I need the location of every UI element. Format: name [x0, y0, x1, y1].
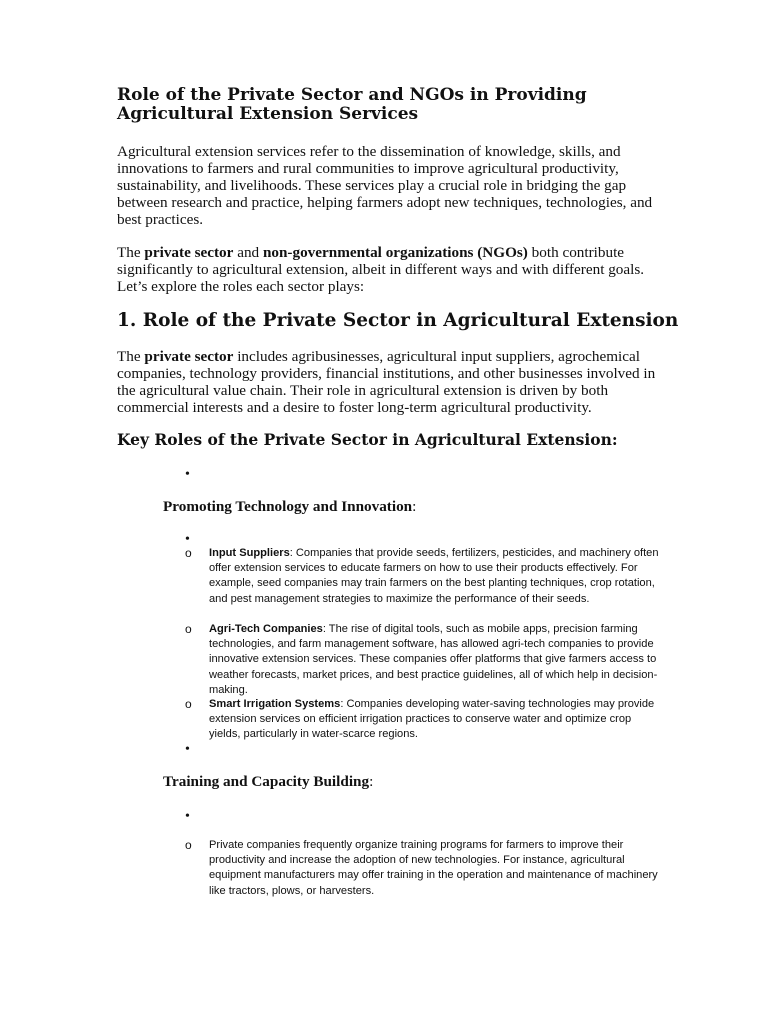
bold-term-private-sector: private sector: [144, 348, 234, 365]
bullet-marker: •: [185, 467, 190, 482]
sub-bullet-marker: o: [185, 622, 192, 636]
bullet-marker: •: [185, 532, 190, 547]
private-sector-paragraph: [117, 348, 657, 416]
item-text: : Companies that provide seeds, fertilizers, pesticides, and machinery often offer extension services to educate farmers on how to use their products effectively. For example, seed companies may train farmers on the best planting techniques, crop rotation, and pest management strategies to maximize the performance of their seeds.: [209, 547, 659, 605]
training-heading: [163, 773, 663, 791]
promoting-label: Promoting Technology and Innovation: [163, 498, 413, 515]
sub-bullet-marker: o: [185, 546, 192, 560]
section-heading: 1. Role of the Private Sector in Agricultural Extension: [117, 310, 679, 331]
item-term: Agri-Tech Companies: [209, 623, 323, 635]
bullet-marker: •: [185, 809, 190, 824]
colon: :: [369, 773, 374, 790]
subsection-heading: Key Roles of the Private Sector in Agricultural Extension:: [117, 430, 618, 449]
bold-term-ngos: non-governmental organizations (NGOs): [262, 244, 528, 261]
list-item-training-programs: Private companies frequently organize training programs for farmers to improve their productivity and increase the adoption of new technologies. For instance, agricultural equipment manufacturers may offer training in the operation and maintenance of machinery like tractors, plows, or harvesters.: [209, 839, 658, 897]
list-item-input-suppliers: [209, 546, 659, 607]
sub-bullet-marker: o: [185, 838, 192, 852]
intro-paragraph: Agricultural extension services refer to the dissemination of knowledge, skills, and innovations to farmers and rural communities to improve agricultural productivity, sustainability, and livelihoods. These services play a crucial role in bridging the gap between research and practice, helping farmers adopt new techniques, technologies, and best practices.: [117, 143, 653, 228]
item-text: : Companies developing water-saving technologies may provide extension services on efficient irrigation practices to conserve water and optimize crop yields, particularly in water-scarce regions.: [209, 698, 655, 741]
document-title: Role of the Private Sector and NGOs in Providing Agricultural Extension Services: [117, 85, 587, 124]
text-run: The: [117, 348, 145, 365]
list-item-agri-tech: [209, 622, 659, 698]
sub-bullet-marker: o: [185, 697, 192, 711]
promoting-heading: [163, 498, 663, 516]
colon: :: [412, 498, 417, 515]
item-term: Smart Irrigation Systems: [209, 698, 341, 710]
sectors-paragraph: [117, 244, 657, 295]
text-run: includes agribusinesses, agricultural input suppliers, agrochemical companies, technology providers, financial institutions, and other businesses involved in the agricultural value chain. Their role in agricultural extension is driven by both commercial interests and a desire to foster long-term agricultural productivity.: [117, 348, 656, 416]
list-item-smart-irrigation: [209, 697, 659, 743]
bullet-marker: •: [185, 742, 190, 757]
text-run: The: [117, 244, 145, 261]
bold-term-private-sector: private sector: [144, 244, 234, 261]
item-text: : The rise of digital tools, such as mobile apps, precision farming technologies, and farm management software, has allowed agri-tech companies to provide innovative extension services. These companies offer platforms that give farmers access to weather forecasts, market prices, and best practice guidelines, all of which help in decision-making.: [209, 623, 658, 696]
text-run: and: [233, 244, 263, 261]
text-run: both contribute significantly to agricultural extension, albeit in different ways and with different goals. Let’s explore the roles each sector plays:: [117, 244, 645, 295]
training-label: Training and Capacity Building: [163, 773, 370, 790]
item-term: Input Suppliers: [209, 547, 290, 559]
